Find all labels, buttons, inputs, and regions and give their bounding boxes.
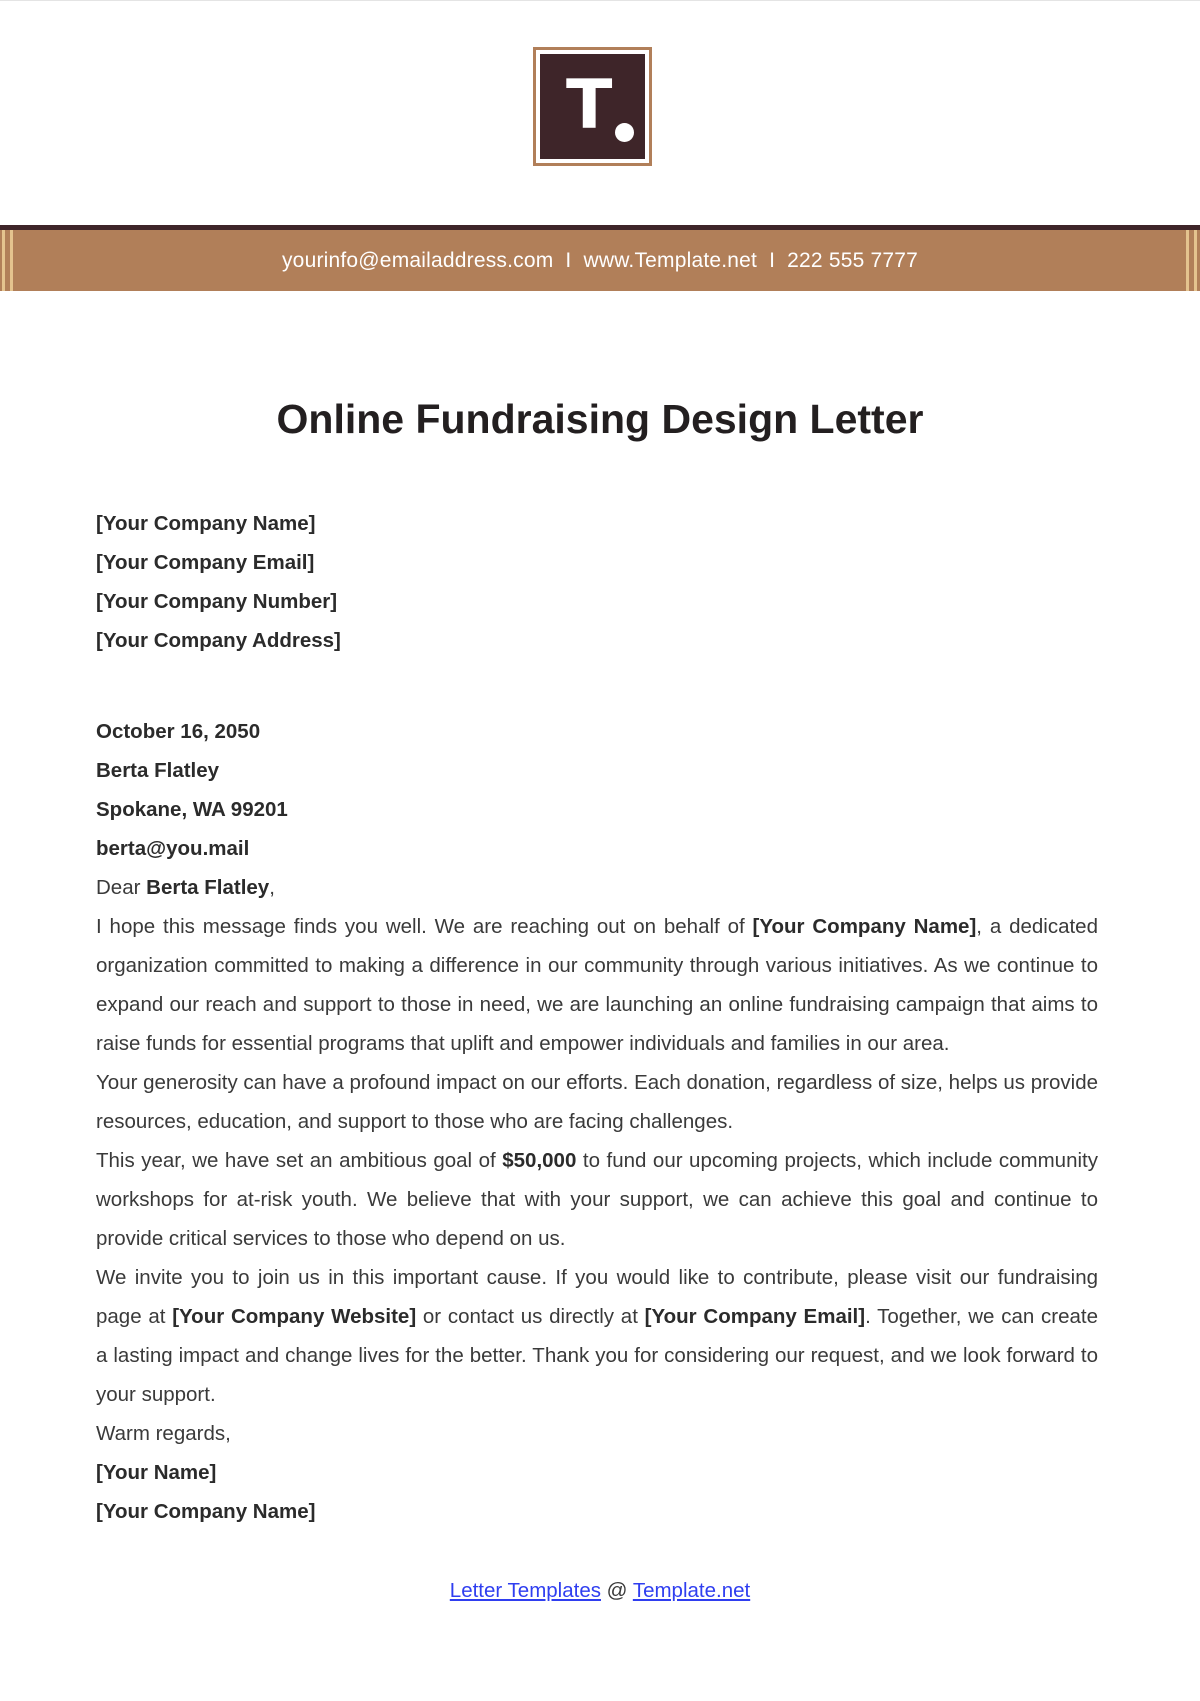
contact-separator: I (769, 249, 776, 272)
signature-name: [Your Name] (96, 1461, 217, 1484)
closing-phrase: Warm regards, (96, 1422, 231, 1445)
page-title: Online Fundraising Design Letter (276, 396, 924, 442)
company-website: [Your Company Website] (172, 1305, 417, 1328)
logo-mark (540, 54, 645, 159)
salutation-name: Berta Flatley (146, 876, 270, 899)
letter-templates-link[interactable]: Letter Templates (449, 1579, 601, 1602)
sender-company-email: [Your Company Email] (96, 551, 315, 574)
contact-line (0, 230, 1200, 291)
footer-at: @ (600, 1579, 633, 1602)
salutation-suffix: , (269, 876, 275, 899)
paragraph-intro-rest: , a dedicated organization committed to making a difference in our community through various initiatives. As we continue to expand our reach and support to those in need, we are launching an online fundraising campaign that aims to raise funds for essential programs that uplift and empower individuals and families in our area. (96, 915, 1098, 1055)
paragraph-invite-mid: or contact us directly at (416, 1305, 645, 1328)
signature-company: [Your Company Name] (96, 1500, 316, 1523)
recipient-email: berta@you.mail (96, 837, 250, 860)
paragraph-invite (96, 1258, 1098, 1414)
salutation-prefix: Dear (96, 876, 147, 899)
contact-phone: 222 555 7777 (787, 249, 919, 272)
logo-letter: T (566, 66, 613, 145)
logo (533, 47, 652, 166)
sender-block (96, 504, 1098, 660)
recipient-name: Berta Flatley (96, 759, 220, 782)
contact-separator: I (565, 249, 572, 272)
paragraph-goal (96, 1141, 1098, 1258)
paragraph-goal-text: This year, we have set an ambitious goal of (96, 1149, 503, 1172)
letter-date: October 16, 2050 (96, 720, 261, 743)
paragraph-impact: Your generosity can have a profound impact on our efforts. Each donation, regardless of size, helps us provide resources, education, and support to those who are facing challenges. (96, 1071, 1098, 1133)
paragraph-invite-rest: . Together, we can create a lasting impact and change lives for the better. Thank you for considering our request, and we look forward to your support. (96, 1305, 1098, 1406)
salutation (96, 868, 1098, 907)
paragraph-intro-company: [Your Company Name] (752, 915, 977, 938)
paragraph-goal-rest: to fund our upcoming projects, which include community workshops for at-risk youth. We believe that with your support, we can achieve this goal and continue to provide critical services to those who depend on us. (96, 1149, 1098, 1250)
contact-website: www.Template.net (583, 249, 758, 272)
contact-banner (0, 230, 1200, 291)
contact-email: yourinfo@emailaddress.com (281, 249, 554, 272)
recipient-city: Spokane, WA 99201 (96, 798, 288, 821)
paragraph-intro (96, 907, 1098, 1063)
paragraph-invite-text: We invite you to join us in this important cause. If you would like to contribute, please visit our fundraising page at (96, 1266, 1098, 1328)
goal-amount: $50,000 (502, 1149, 577, 1172)
letter-body (96, 712, 1098, 1531)
logo-dot (615, 123, 634, 142)
paragraph-intro-text: I hope this message finds you well. We are reaching out on behalf of (96, 915, 753, 938)
company-email: [Your Company Email] (644, 1305, 866, 1328)
sender-company-address: [Your Company Address] (96, 629, 341, 652)
top-border (0, 0, 1200, 1)
footer-credit (0, 1571, 1200, 1610)
template-net-link[interactable]: Template.net (632, 1579, 751, 1602)
sender-company-name: [Your Company Name] (96, 512, 316, 535)
sender-company-number: [Your Company Number] (96, 590, 338, 613)
